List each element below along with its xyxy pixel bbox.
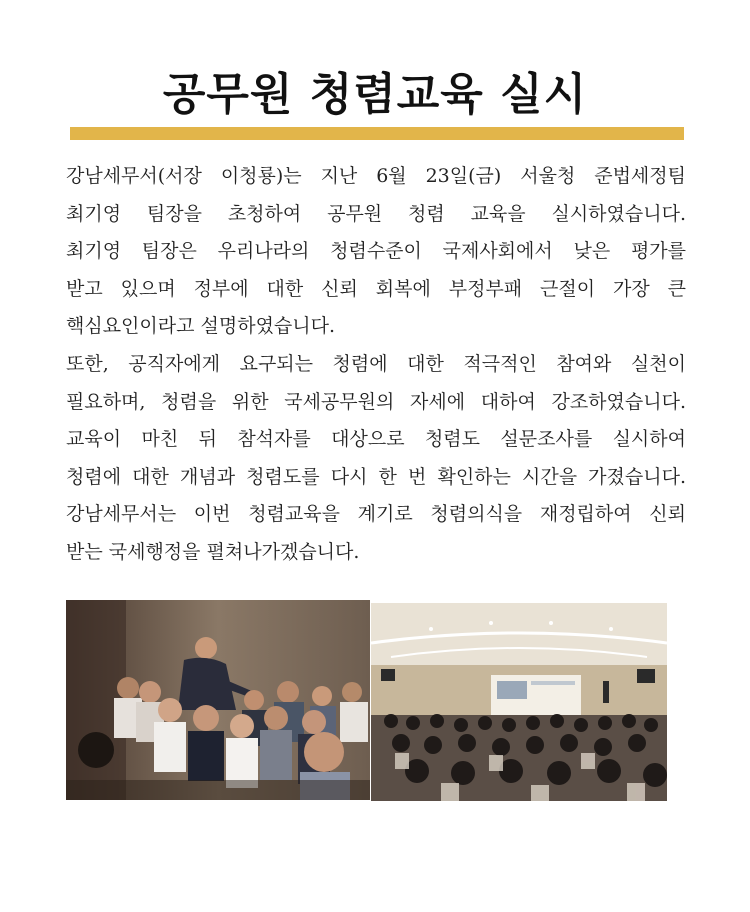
article-body: [66, 158, 686, 572]
body-line: 핵심요인이라고 설명하였습니다.: [66, 315, 336, 338]
title-underline-bar: [70, 127, 684, 140]
body-line: 받는 국세행정을 펼쳐나가겠습니다.: [66, 540, 360, 563]
body-line: 강남세무서는 이번 청렴교육을 계기로 청렴의식을 재정립하여 신뢰: [66, 503, 686, 526]
photo-attendees-closeup: [66, 600, 370, 800]
body-line: 교육이 마친 뒤 참석자를 대상으로 청렴도 설문조사를 실시하여: [66, 428, 686, 451]
body-line: 강남세무서(서장 이청룡)는 지난 6월 23일(금) 서울청 준법세정팀: [66, 165, 686, 187]
body-line: 또한, 공직자에게 요구되는 청렴에 대한 적극적인 참여와 실천이: [66, 352, 686, 375]
body-line: 받고 있으며 정부에 대한 신뢰 회복에 부정부패 근절이 가장 큰: [66, 277, 686, 300]
body-line: 청렴에 대한 개념과 청렴도를 다시 한 번 확인하는 시간을 가졌습니다.: [66, 465, 686, 488]
page-title: 공무원 청렴교육 실시: [162, 69, 588, 120]
body-line: 최기영 팀장을 초청하여 공무원 청렴 교육을 실시하였습니다.: [66, 202, 686, 225]
body-line: 필요하며, 청렴을 위한 국세공무원의 자세에 대하여 강조하였습니다.: [66, 390, 686, 413]
body-line: 최기영 팀장은 우리나라의 청렴수준이 국제사회에서 낮은 평가를: [66, 240, 686, 263]
photo-lecture-hall: [371, 603, 667, 801]
